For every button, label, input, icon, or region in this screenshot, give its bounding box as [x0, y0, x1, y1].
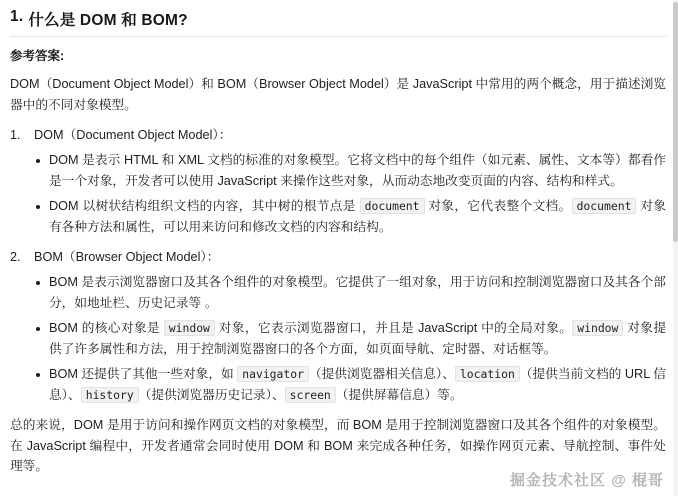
section-marker: 1.	[10, 128, 21, 142]
inline-code: screen	[285, 387, 336, 403]
inline-code: document	[360, 198, 425, 214]
page-title	[10, 8, 666, 37]
bullet-text: BOM 的核心对象是 window 对象，它表示浏览器窗口，并且是 JavaScript 中的全局对象。 window 对象提供了许多属性和方法，用于控制浏览器窗口的各个方面，如页面导航、定时器、对话框等。	[49, 321, 667, 356]
section-bullets	[34, 150, 666, 237]
inline-code: document	[572, 198, 637, 214]
vertical-scrollbar[interactable]	[673, 0, 678, 496]
section-list	[10, 125, 666, 405]
intro-paragraph: DOM（Document Object Model）和 BOM（Browser Object Model）是 JavaScript 中常用的两个概念，用于描述浏览器中的不同对象模型。	[10, 77, 666, 112]
bullet-text: BOM 是表示浏览器窗口及其各个组件的对象模型。它提供了一组对象，用于访问和控制浏览器窗口及其各个部分，如地址栏、历史记录等 。	[49, 275, 666, 310]
list-item	[34, 364, 666, 405]
closing-paragraph: 总的来说，DOM 是用于访问和操作网页文档的对象模型，而 BOM 是用于控制浏览器窗口及其各个组件的对象模型。在 JavaScript 编程中，开发者通常会同时使用 DOM 和 BOM 来完成各种任务，如操作网页元素、导航控制、事件处理等。	[10, 418, 666, 473]
answer-label: 参考答案:	[10, 49, 65, 63]
list-item	[34, 318, 666, 359]
bullet-text: DOM 是表示 HTML 和 XML 文档的标准的对象模型。它将文档中的每个组件（如元素、属性、文本等）都看作是一个对象，开发者可以使用 JavaScript 来操作这些对象，从而动态地改变页面的内容、结构和样式。	[49, 153, 666, 188]
inline-code: navigator	[237, 366, 309, 382]
list-item	[34, 272, 666, 313]
watermark: 掘金技术社区 @ 棍哥	[510, 472, 664, 489]
page-title-number: 1.	[10, 8, 24, 25]
section-heading: BOM（Browser Object Model）：	[34, 250, 220, 264]
inline-code: history	[81, 387, 139, 403]
bullet-text: DOM 以树状结构组织文档的内容，其中树的根节点是 document 对象，它代表整个文档。 document 对象有各种方法和属性，可以用来访问和修改文档的内容和结构。	[49, 199, 666, 234]
section-heading: DOM（Document Object Model）：	[34, 128, 232, 142]
inline-code: location	[455, 366, 520, 382]
inline-code: window	[164, 320, 215, 336]
list-item	[34, 150, 666, 191]
inline-code: window	[572, 320, 623, 336]
section-bullets	[34, 272, 666, 405]
scrollbar-thumb[interactable]	[673, 2, 678, 242]
section-marker: 2.	[10, 250, 21, 264]
page-title-text: 什么是 DOM 和 BOM?	[28, 12, 188, 29]
list-item	[34, 196, 666, 237]
section-item	[10, 125, 666, 237]
bullet-text: BOM 还提供了其他一些对象，如 navigator （提供浏览器相关信息）、 location （提供当前文档的 URL 信息）、 history （提供浏览器历史记录）、 screen （提供屏幕信息）等。	[49, 367, 666, 402]
section-item	[10, 247, 666, 405]
